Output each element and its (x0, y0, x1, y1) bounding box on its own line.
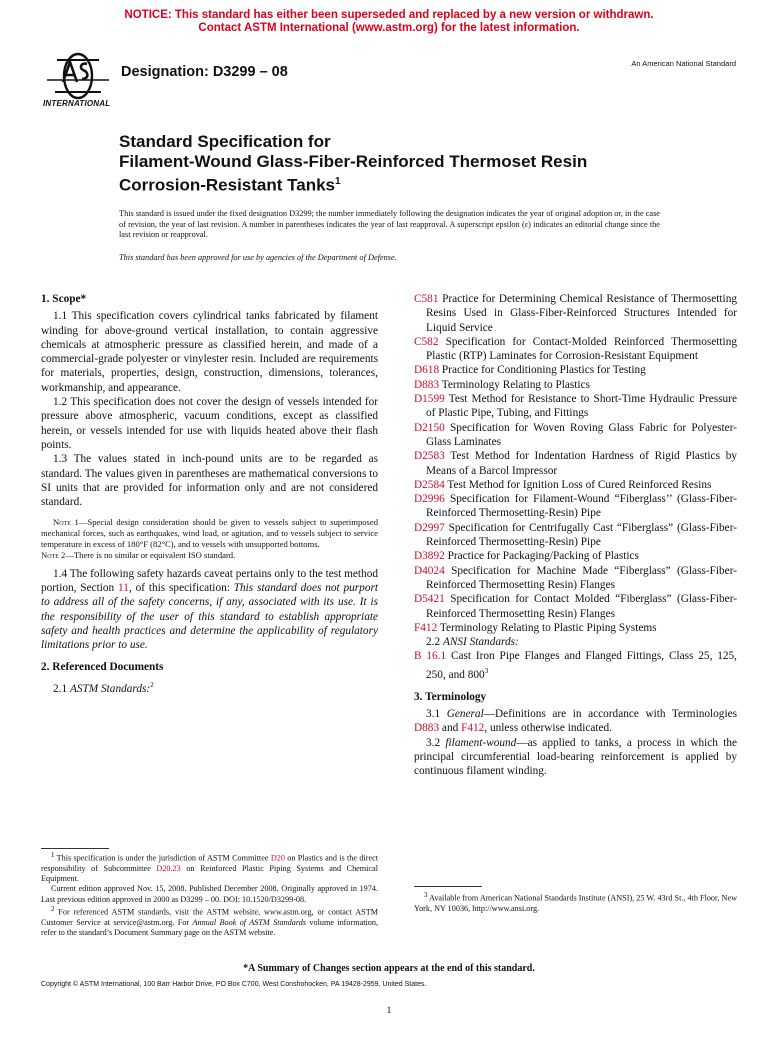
astm-reference-title: Specification for Woven Roving Glass Fabric for Polyester-Glass Laminates (426, 421, 737, 448)
astm-reference-title: Specification for Contact Molded “Fiberglass” (Glass-Fiber-Reinforced Thermosetting Resin) Flanges (426, 593, 737, 620)
safety-caveat: This standard does not purport to address all of the safety concerns, if any, associated with its use. It is the responsibility of the user of this standard to establish appropriate safety and health practices and determine the applicability of regulatory limitations prior to use. (41, 581, 379, 652)
footnote-rule-left (41, 848, 109, 849)
astm-code-link[interactable]: D5421 (414, 593, 445, 606)
astm-reference-title: Test Method for Resistance to Short-Time Hydraulic Pressure of Plastic Pipe, Tubing, and Fittings (426, 393, 737, 420)
national-standard-label: An American National Standard (631, 59, 736, 68)
note-1-label: Note (53, 517, 71, 528)
astm-reference (414, 378, 737, 392)
para-1-3: 1.3 The values stated in inch-pound units are to be regarded as standard. The values given in parentheses are mathematical conversions to SI units that are provided for information only and are not considered standard. (41, 453, 378, 509)
section-3-heading: 3. Terminology (414, 690, 487, 703)
fn2-c: volume information, refer to the standard’s Document Summary page on the ASTM website. (41, 917, 379, 937)
right-column (414, 292, 737, 779)
logo-international-text: INTERNATIONAL (43, 99, 111, 108)
designation: Designation: D3299 – 08 (121, 64, 288, 80)
note-2-label: Note (41, 549, 59, 560)
section-1-heading: 1. Scope* (41, 293, 87, 305)
astm-code-link[interactable]: D2996 (414, 493, 445, 506)
footnote-rule-right (414, 886, 482, 887)
astm-code-link[interactable]: C582 (414, 335, 439, 348)
astm-reference (414, 549, 737, 563)
preamble: This standard is issued under the fixed designation D3299; the number immediately following the designation indicates the year of original adoption or, in the case of revision, the year of last revision. A number in parentheses indicates the year of last reapproval. A superscript epsilon (ε) indicates an editorial change since the last revision or reapproval. (119, 209, 660, 239)
footnote-2-mark: 2 (150, 680, 154, 689)
astm-reference (414, 363, 737, 377)
para-3-1-text: —Definitions are in accordance with Terminologies (483, 708, 737, 721)
para-1-4-b: , of this specification: (128, 581, 234, 594)
astm-reference-title: Terminology Relating to Plastics (439, 378, 590, 391)
fn3-text: Available from American National Standards Institute (ANSI), 25 W. 43rd St., 4th Floor, New York, NY 10036, http://www.ansi.org. (414, 893, 737, 913)
para-3-1-and: and (439, 722, 462, 735)
astm-reference (414, 521, 737, 550)
d883-link[interactable]: D883 (414, 722, 440, 735)
astm-reference (414, 478, 737, 492)
title-line-3: Corrosion-Resistant Tanks (119, 175, 336, 195)
astm-standards-label: ASTM Standards: (69, 682, 151, 695)
astm-reference (414, 492, 737, 521)
footnote-2 (41, 905, 378, 938)
astm-code-link[interactable]: D883 (414, 378, 440, 391)
astm-reference-title: Practice for Conditioning Plastics for Testing (439, 364, 646, 377)
fn1-mark: 1 (51, 852, 55, 859)
astm-reference (414, 621, 737, 635)
note-1-text: 1—Special design consideration should be given to vessels subject to superimposed mechanical forces, such as earthquakes, wind load, or agitation, and to vessels subject to service temperature in excess of 180°F (82°C), and to vessels with unsupported bottoms. (41, 517, 378, 550)
page-number: 1 (386, 1006, 392, 1016)
astm-code-link[interactable]: F412 (414, 621, 438, 634)
astm-reference-title: Test Method for Ignition Loss of Cured Reinforced Resins (444, 478, 712, 491)
title-line-2: Filament-Wound Glass-Fiber-Reinforced Thermoset Resin (119, 152, 588, 171)
astm-reference (414, 392, 737, 421)
astm-reference (414, 564, 737, 593)
footnote-1-edition: Current edition approved Nov. 15, 2008. Published December 2008. Originally approved in 1974. Last previous edition approved in 2000 as D3299 – 00. DOI: 10.1520/D3299-08. (41, 884, 378, 904)
para-1-4 (41, 567, 378, 653)
term-filament-wound: filament-wound (445, 736, 517, 749)
d20-link[interactable]: D20 (270, 853, 285, 863)
astm-code-link[interactable]: D2997 (414, 521, 445, 534)
footnote-3-mark: 3 (484, 666, 489, 675)
title-footnote-mark: 1 (335, 176, 341, 187)
astm-code-link[interactable]: D4024 (414, 564, 445, 577)
para-2-1-num: 2.1 (53, 682, 70, 695)
astm-reference-title: Test Method for Indentation Hardness of Rigid Plastics by Means of a Barcol Impressor (426, 450, 737, 477)
astm-code-link[interactable]: C581 (414, 293, 439, 305)
astm-reference-title: Terminology Relating to Plastic Piping Systems (437, 621, 657, 634)
astm-standards-list (414, 292, 737, 635)
ansi-standards-label: ANSI Standards: (442, 636, 519, 649)
notice-line-1: NOTICE: This standard has either been superseded and replaced by a new version or withdrawn. (124, 9, 654, 21)
astm-reference (414, 449, 737, 478)
para-1-2: 1.2 This specification does not cover the design of vessels intended for pressure above atmospheric, vacuum conditions, except as classified herein, or vessels intended for use with liquids heated above their flash points. (41, 396, 378, 451)
astm-reference-title: Specification for Contact-Molded Reinforced Thermosetting Plastic (RTP) Laminates for Corrosion-Resistant Equipment (426, 335, 737, 363)
footnotes-left (41, 851, 378, 938)
summary-notice: *A Summary of Changes section appears at the end of this standard. (243, 963, 535, 974)
fn1-b: on Plastics and is the direct responsibility of Subcommittee (41, 853, 378, 873)
f412-link[interactable]: F412 (461, 722, 485, 735)
fn2-book: Annual Book of ASTM Standards (192, 917, 307, 927)
footnote-1 (41, 851, 378, 884)
fn3-mark: 3 (424, 892, 428, 899)
copyright: Copyright © ASTM International, 100 Barr Harbor Drive, PO Box C700, West Conshohocken, PA 19428-2959, United States. (41, 981, 427, 988)
fn2-mark: 2 (51, 905, 55, 913)
astm-code-link[interactable]: D2583 (414, 450, 445, 463)
term-general: General (446, 708, 484, 721)
para-2-2 (414, 635, 737, 649)
astm-reference (414, 292, 737, 335)
astm-reference-title: Specification for Filament-Wound “Fiberglass’’ (Glass-Fiber-Reinforced Thermosetting-Resin) Pipe (426, 493, 737, 520)
ansi-reference (414, 649, 737, 681)
para-3-1-num: 3.1 (426, 708, 447, 721)
para-3-2 (414, 736, 737, 779)
document-title (119, 132, 587, 196)
astm-code-link[interactable]: D618 (414, 364, 440, 377)
withdrawal-notice (0, 9, 778, 35)
astm-reference-title: Practice for Packaging/Packing of Plastics (444, 550, 639, 563)
astm-code-link[interactable]: D1599 (414, 393, 445, 406)
astm-reference (414, 592, 737, 621)
astm-reference-title: Specification for Machine Made “Fiberglass” (Glass-Fiber-Reinforced Thermosetting Resin) Flanges (426, 564, 737, 591)
astm-reference-title: Specification for Centrifugally Cast “Fiberglass” (Glass-Fiber-Reinforced Thermosetting-Resin) Pipe (426, 521, 737, 549)
astm-reference (414, 335, 737, 364)
astm-reference (414, 421, 737, 450)
ansi-title: Cast Iron Pipe Flanges and Flanged Fittings, Class 25, 125, 250, and 800 (426, 650, 737, 681)
note-2-text: 2—There is no similar or equivalent ISO standard. (61, 549, 236, 560)
para-2-1 (41, 678, 378, 696)
para-3-2-text: —as applied to tanks, a process in which the principal circumferential load-bearing reinforcement is applied by continuous filament winding. (414, 736, 737, 778)
fn1-c: on Reinforced Plastic Piping Systems and Chemical Equipment. (41, 863, 378, 884)
notice-line-2: Contact ASTM International (www.astm.org) for the latest information. (198, 22, 580, 34)
para-2-2-num: 2.2 (426, 636, 443, 649)
astm-code-link[interactable]: D2584 (414, 478, 445, 491)
note-1 (41, 517, 378, 560)
para-3-1-end: , unless otherwise indicated. (484, 722, 612, 735)
fn2-a: For referenced ASTM standards, visit the ASTM website, www.astm.org, or contact ASTM Customer Service at service@astm.org. For (41, 907, 378, 927)
title-line-1: Standard Specification for (119, 132, 331, 151)
para-3-2-num: 3.2 (426, 736, 446, 749)
astm-code-link[interactable]: D3892 (414, 550, 445, 563)
fn1-a: This specification is under the jurisdiction of ASTM Committee (54, 853, 271, 863)
d20-23-link[interactable]: D20.23 (156, 863, 181, 873)
section-11-link[interactable]: 11 (118, 581, 129, 594)
left-column (41, 292, 378, 696)
ansi-code-link[interactable]: B 16.1 (414, 650, 447, 663)
astm-reference-title: Practice for Determining Chemical Resistance of Thermosetting Resins Used in Glass-Fiber-Reinforced Structures Intended for Liquid Service (426, 293, 737, 334)
dod-approval: This standard has been approved for use by agencies of the Department of Defense. (119, 253, 397, 262)
footnote-3 (414, 891, 737, 914)
section-2-heading: 2. Referenced Documents (41, 661, 164, 674)
para-1-1: 1.1 This specification covers cylindrical tanks fabricated by filament winding for above-ground vertical installation, to contain aggressive chemicals at atmospheric pressure as classified herein, and made of a commercial-grade polyester or vinylester resin. Included are requirements for materials, properties, design, construction, dimensions, tolerances, workmanship, and appearance. (41, 310, 378, 394)
para-3-1 (414, 707, 737, 736)
para-1-4-a: 1.4 The following safety hazards caveat pertains only to the test method portion, Section (41, 567, 378, 594)
astm-code-link[interactable]: D2150 (414, 421, 445, 434)
